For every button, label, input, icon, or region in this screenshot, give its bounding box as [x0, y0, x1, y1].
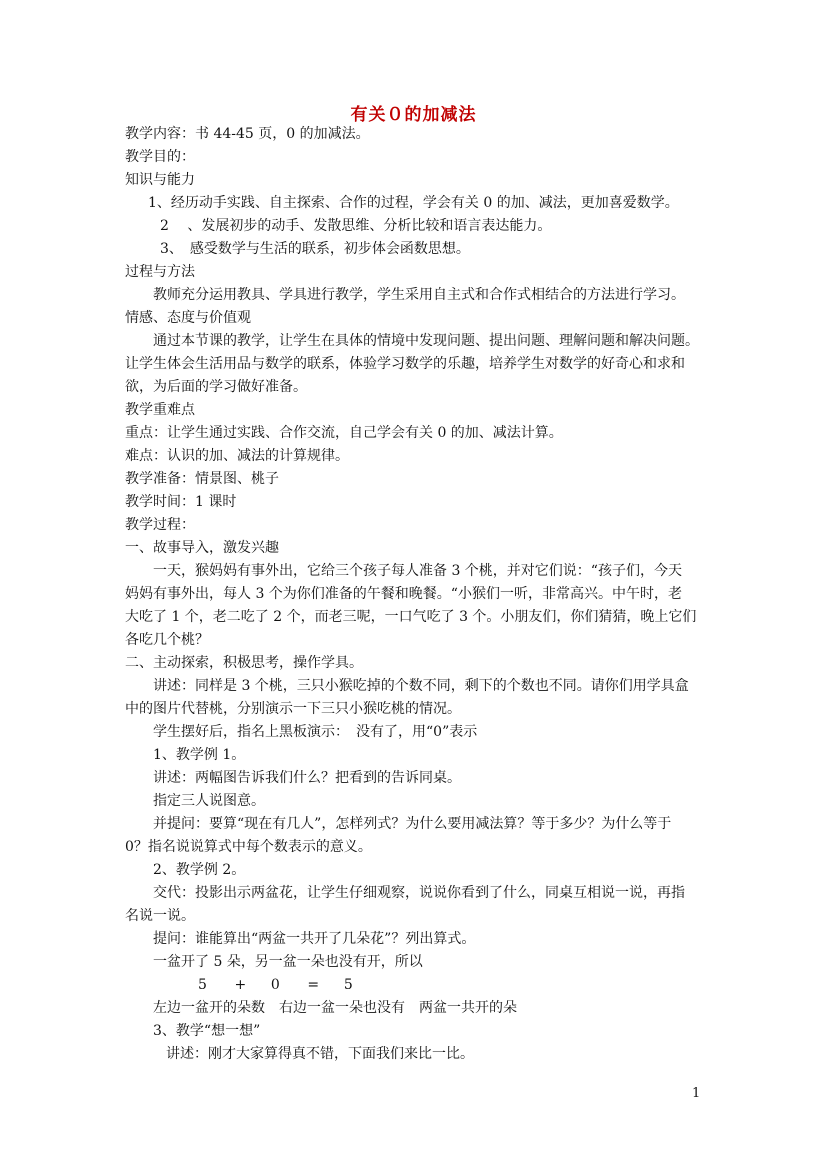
- text-line: 左边一盆开的朵数 右边一盆一朵也没有 两盆一共开的朵: [153, 1000, 517, 1016]
- text-line: 妈妈有事外出，每人 3 个为你们准备的午餐和晚餐。“小猴们一听，非常高兴。中午时，老: [125, 586, 682, 602]
- text-line: 教学准备：情景图、桃子: [125, 471, 279, 487]
- text-line: 教学目的：: [125, 149, 195, 165]
- section-heading: 过程与方法: [125, 264, 195, 280]
- text-line: 一天，猴妈妈有事外出，它给三个孩子每人准备 3 个桃，并对它们说：“孩子们，今天: [153, 563, 682, 579]
- section-heading: 知识与能力: [125, 172, 195, 188]
- text-line: 1、教学例 1。: [153, 747, 246, 763]
- text-line: 中的图片代替桃，分别演示一下三只小猴吃桃的情况。: [125, 701, 461, 717]
- text-line: 交代：投影出示两盆花，让学生仔细观察，说说你看到了什么，同桌互相说一说，再指: [153, 885, 685, 901]
- text-line: 各吃几个桃？: [125, 632, 209, 648]
- section-heading: 二、主动探索，积极思考，操作学具。: [125, 655, 363, 671]
- equation-term: 0: [270, 977, 280, 993]
- equation-term: 5: [198, 977, 207, 993]
- text-line: 教学时间：1 课时: [125, 494, 237, 510]
- text-line: 3、 感受数学与生活的联系，初步体会函数思想。: [160, 241, 470, 257]
- text-line: 重点：让学生通过实践、合作交流，自己学会有关 0 的加、减法计算。: [125, 425, 563, 441]
- text-line: 2 、发展初步的动手、发散思维、分析比较和语言表达能力。: [160, 218, 552, 234]
- section-heading: 教学重难点: [125, 402, 195, 418]
- text-line: 名说一说。: [125, 908, 195, 924]
- text-line: 学生摆好后，指名上黑板演示： 没有了，用“0”表示: [153, 724, 478, 740]
- text-line: 一盆开了 5 朵，另一盆一朵也没有开，所以: [153, 954, 423, 970]
- text-line: 讲述：刚才大家算得真不错，下面我们来比一比。: [166, 1046, 474, 1062]
- text-line: 讲述：同样是 3 个桃，三只小猴吃掉的个数不同，剩下的个数也不同。请你们用学具盒: [153, 678, 689, 694]
- text-line: 教学过程：: [125, 517, 195, 533]
- text-line: 让学生体会生活用品与数学的联系，体验学习数学的乐趣，培养学生对数学的好奇心和求和: [125, 356, 685, 372]
- section-heading: 一、故事导入，激发兴趣: [125, 540, 279, 556]
- text-line: 通过本节课的教学，让学生在具体的情境中发现问题、提出问题、理解问题和解决问题。: [153, 333, 699, 349]
- page-number: 1: [692, 1086, 701, 1101]
- text-line: 3、教学“想一想”: [153, 1023, 261, 1039]
- text-line: 教学内容：书 44-45 页，0 的加减法。: [125, 126, 370, 142]
- text-line: 大吃了 1 个，老二吃了 2 个，而老三呢，一口气吃了 3 个。小朋友们，你们猜猜，晚上它们: [125, 609, 697, 625]
- text-line: 难点：认识的加、减法的计算规律。: [125, 448, 349, 464]
- text-line: 提问：谁能算出“两盆一共开了几朵花”？列出算式。: [153, 931, 476, 947]
- text-line: 并提问：要算“现在有几人”，怎样列式？为什么要用减法算？等于多少？为什么等于: [153, 816, 672, 832]
- equation: [198, 975, 376, 995]
- text-line: 指定三人说图意。: [153, 793, 265, 809]
- text-line: 欲，为后面的学习做好准备。: [125, 379, 307, 395]
- equation-term: 5: [343, 977, 353, 993]
- text-line: 0？指名说说算式中每个数表示的意义。: [125, 839, 372, 855]
- equation-operator: =: [307, 977, 320, 993]
- text-line: 2、教学例 2。: [153, 862, 246, 878]
- section-heading: 情感、态度与价值观: [125, 310, 251, 326]
- page-title: 有关０的加减法: [350, 105, 477, 125]
- text-line: 1、经历动手实践、自主探索、合作的过程，学会有关 0 的加、减法，更加喜爱数学。: [148, 195, 679, 211]
- text-line: 教师充分运用教具、学具进行教学，学生采用自主式和合作式相结合的方法进行学习。: [153, 287, 685, 303]
- equation-operator: +: [234, 977, 247, 993]
- text-line: 讲述：两幅图告诉我们什么？把看到的告诉同桌。: [153, 770, 461, 786]
